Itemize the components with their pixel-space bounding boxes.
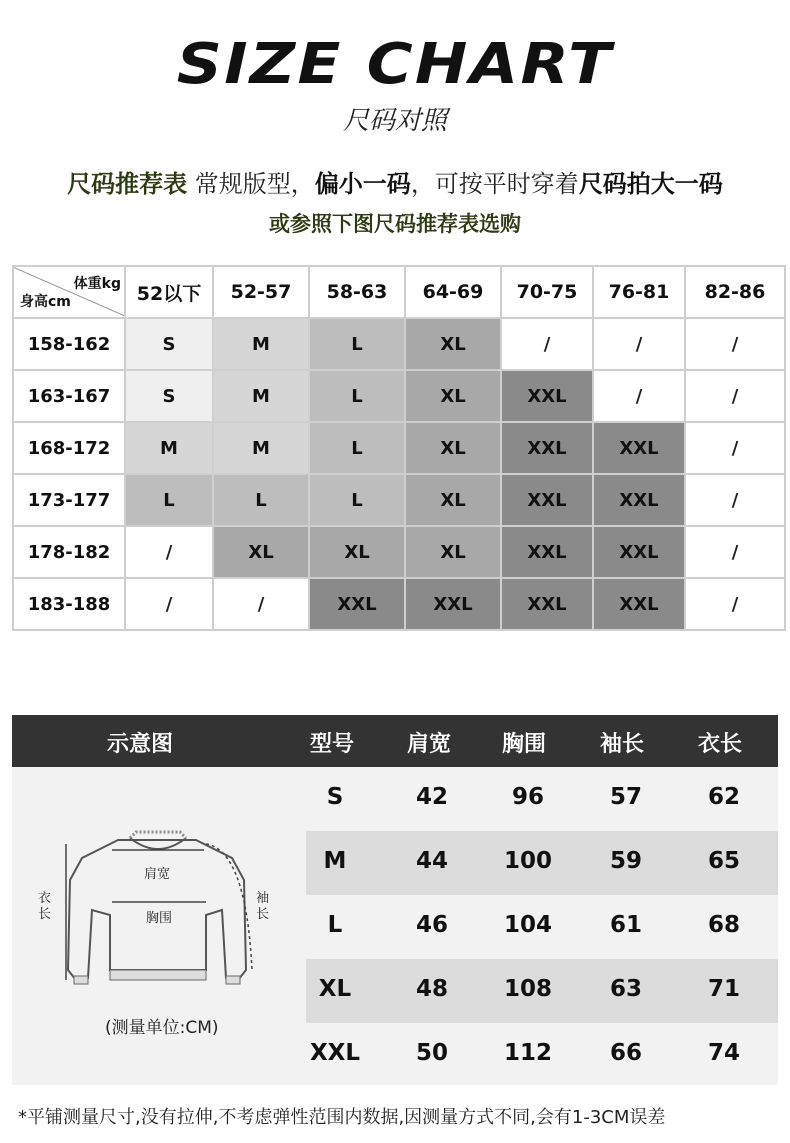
weight-col-1: 52-57 — [213, 266, 309, 318]
measurement-row-xl — [306, 959, 778, 1023]
height-range-cell: 173-177 — [13, 474, 125, 526]
size-cell: XL — [405, 422, 501, 474]
size-cell: L — [213, 474, 309, 526]
size-cell: XXL — [501, 474, 593, 526]
recommendation-bold-2: 尺码拍大一码 — [578, 170, 723, 198]
size-cell: L — [125, 474, 213, 526]
not-available-cell: / — [685, 526, 785, 578]
length-cell: 71 — [707, 976, 741, 1002]
recommendation-text-2: ，可按平时穿着 — [410, 170, 579, 198]
recommendation-subline: 或参照下图尺码推荐表选购 — [269, 212, 521, 236]
size-cell: XL — [213, 526, 309, 578]
size-cell: XXL — [593, 526, 685, 578]
size-cell: XXL — [501, 370, 593, 422]
size-cell: XXL — [501, 578, 593, 630]
measurement-row-xxl — [306, 1023, 778, 1087]
not-available-cell: / — [213, 578, 309, 630]
size-cell: XXL — [501, 526, 593, 578]
unit-note: (测量单位:CM) — [105, 1018, 219, 1038]
recommendation-bold-1: 偏小一码 — [314, 170, 411, 198]
shoulder-cell: 42 — [415, 784, 449, 810]
height-range-cell: 158-162 — [13, 318, 125, 370]
weight-axis-label: 体重kg — [73, 276, 121, 292]
recommendation-label: 尺码推荐表 — [67, 170, 188, 198]
size-cell: S — [326, 784, 344, 810]
diagram-label-shoulder: 肩宽 — [144, 867, 171, 882]
diagram-label-length-1: 衣 — [38, 891, 52, 906]
size-cell: L — [309, 474, 405, 526]
footnote: *平铺测量尺寸,没有拉伸,不考虑弹性范围内数据,因测量方式不同,会有1-3CM误差 — [18, 1107, 666, 1128]
chest-cell: 112 — [503, 1040, 553, 1066]
header-diagram: 示意图 — [107, 732, 174, 757]
size-cell: XXL — [593, 474, 685, 526]
size-cell: XL — [405, 474, 501, 526]
not-available-cell: / — [125, 526, 213, 578]
sleeve-cell: 59 — [609, 848, 643, 874]
height-range-cell: 183-188 — [13, 578, 125, 630]
header-shoulder: 肩宽 — [407, 732, 452, 757]
diagram-label-length-2: 长 — [38, 907, 52, 922]
size-cell: XXL — [405, 578, 501, 630]
weight-col-0: 52以下 — [125, 266, 213, 318]
weight-col-2: 58-63 — [309, 266, 405, 318]
page-subtitle: 尺码对照 — [342, 106, 447, 136]
corner-cell — [13, 266, 125, 318]
height-row — [13, 578, 785, 630]
size-cell: XL — [318, 976, 352, 1002]
height-range-cell: 168-172 — [13, 422, 125, 474]
size-cell: S — [125, 370, 213, 422]
measurement-header — [12, 715, 778, 767]
diagram-label-chest: 胸围 — [146, 911, 173, 926]
size-cell: XXL — [309, 578, 405, 630]
measurement-row-s — [306, 767, 778, 831]
page-title: SIZE CHART — [176, 32, 614, 97]
sleeve-cell: 61 — [609, 912, 643, 938]
not-available-cell: / — [685, 318, 785, 370]
weight-col-4: 70-75 — [501, 266, 593, 318]
weight-header-row — [13, 266, 785, 318]
size-recommendation-table — [12, 265, 786, 631]
size-cell: XL — [405, 318, 501, 370]
size-cell: M — [213, 370, 309, 422]
size-cell: L — [309, 370, 405, 422]
shoulder-cell: 46 — [415, 912, 449, 938]
size-cell: M — [213, 422, 309, 474]
sleeve-cell: 66 — [609, 1040, 643, 1066]
chest-cell: 96 — [511, 784, 545, 810]
height-row — [13, 526, 785, 578]
height-row — [13, 474, 785, 526]
not-available-cell: / — [593, 318, 685, 370]
size-cell: XXL — [593, 422, 685, 474]
hem-rib — [110, 970, 206, 980]
length-cell: 62 — [707, 784, 741, 810]
length-cell: 74 — [707, 1040, 741, 1066]
size-cell: L — [327, 912, 343, 938]
header-length: 衣长 — [698, 732, 743, 757]
height-range-cell: 178-182 — [13, 526, 125, 578]
size-cell: XL — [405, 370, 501, 422]
sleeve-cell: 57 — [609, 784, 643, 810]
chest-cell: 104 — [503, 912, 553, 938]
weight-col-6: 82-86 — [685, 266, 785, 318]
measurement-row-m — [306, 831, 778, 895]
height-row — [13, 318, 785, 370]
size-cell: L — [309, 422, 405, 474]
height-axis-label: 身高cm — [20, 294, 71, 310]
recommendation-line — [0, 164, 790, 199]
shoulder-cell: 44 — [415, 848, 449, 874]
chest-cell: 100 — [503, 848, 553, 874]
not-available-cell: / — [501, 318, 593, 370]
shoulder-cell: 48 — [415, 976, 449, 1002]
not-available-cell: / — [685, 370, 785, 422]
not-available-cell: / — [685, 578, 785, 630]
diagram-label-sleeve-1: 袖 — [256, 891, 270, 906]
height-row — [13, 422, 785, 474]
length-cell: 68 — [707, 912, 741, 938]
sleeve-cell: 63 — [609, 976, 643, 1002]
sweatshirt-outline — [68, 840, 246, 980]
diagram-label-sleeve-2: 长 — [256, 907, 270, 922]
header-chest: 胸围 — [502, 732, 547, 757]
measurement-row-l — [306, 895, 778, 959]
weight-col-3: 64-69 — [405, 266, 501, 318]
header-sleeve: 袖长 — [600, 732, 645, 757]
size-cell: XL — [405, 526, 501, 578]
size-cell: XXL — [309, 1040, 361, 1066]
not-available-cell: / — [593, 370, 685, 422]
not-available-cell: / — [685, 474, 785, 526]
size-cell: XL — [309, 526, 405, 578]
length-cell: 65 — [707, 848, 741, 874]
size-cell: XXL — [593, 578, 685, 630]
height-row — [13, 370, 785, 422]
weight-col-5: 76-81 — [593, 266, 685, 318]
size-cell: XXL — [501, 422, 593, 474]
shoulder-cell: 50 — [415, 1040, 449, 1066]
size-cell: M — [323, 848, 347, 874]
not-available-cell: / — [125, 578, 213, 630]
chest-cell: 108 — [503, 976, 553, 1002]
size-cell: M — [213, 318, 309, 370]
sweatshirt-diagram — [30, 820, 280, 1035]
recommendation-text-1: 常规版型， — [187, 170, 315, 198]
size-cell: S — [125, 318, 213, 370]
height-range-cell: 163-167 — [13, 370, 125, 422]
header-model: 型号 — [310, 732, 355, 757]
size-cell: L — [309, 318, 405, 370]
not-available-cell: / — [685, 422, 785, 474]
size-cell: M — [125, 422, 213, 474]
